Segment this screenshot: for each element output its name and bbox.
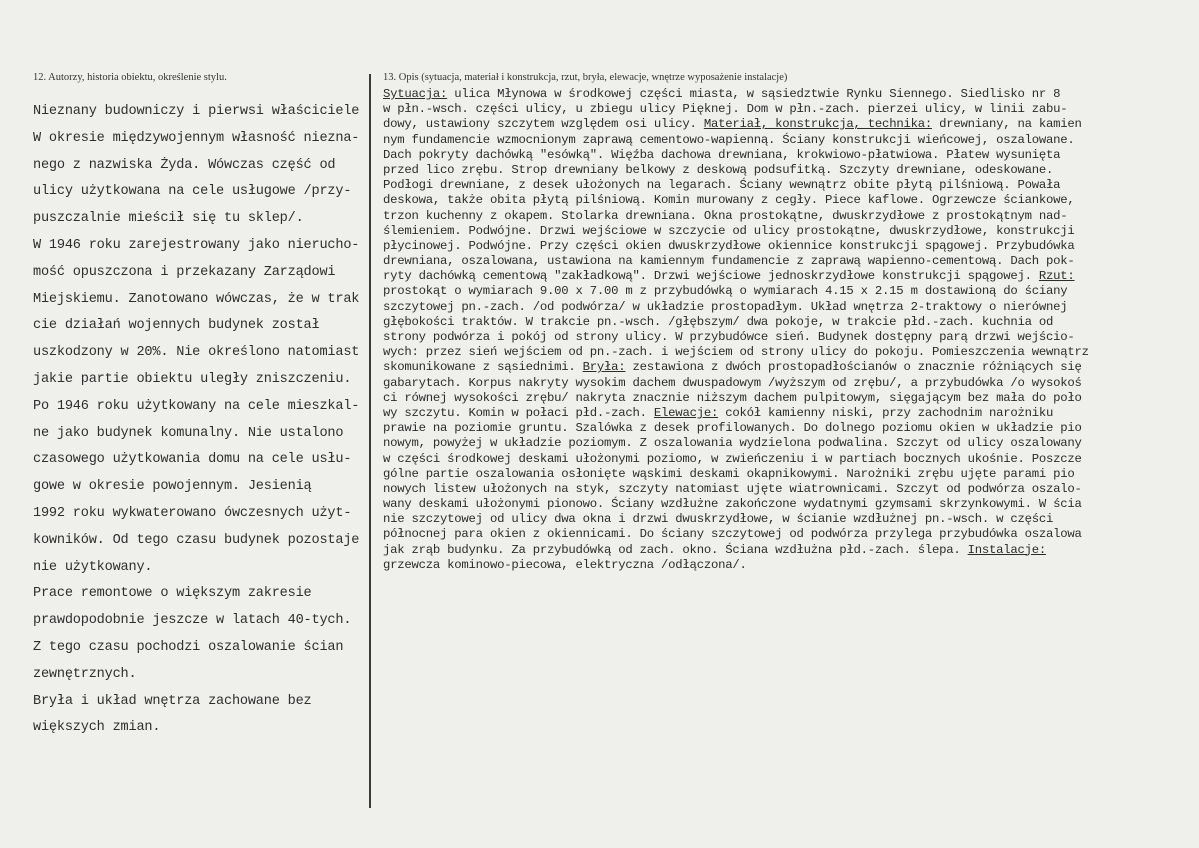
description-text-line (383, 254, 1199, 269)
description-text-line (383, 376, 1199, 391)
section-12 (33, 72, 378, 742)
history-text-line: W 1946 roku zarejestrowany jako nierucho- (33, 237, 360, 253)
text-segment: grzewcza kominowo-piecowa, elektryczna /odłączona/. (383, 557, 747, 572)
history-text-line: ulicy użytkowana na cele usługowe /przy- (33, 184, 352, 200)
section-13-body (383, 87, 1199, 573)
text-segment: skomunikowane z sąsiednimi. (383, 360, 583, 375)
history-text-line: mość opuszczona i przekazany Zarządowi (33, 264, 336, 280)
text-segment: trzon kuchenny z okapem. Stolarka drewniana. Okna prostokątne, dwuskrzydłowe z prostokątnym nad- (383, 208, 1068, 223)
description-text-line (383, 209, 1199, 224)
description-text-line (383, 558, 1199, 573)
text-segment: w części środkowej deskami ułożonymi poziomo, w zwieńczeniu i w partiach bocznych ukośnie. Poszcze (383, 451, 1082, 466)
history-text-line: nie użytkowany. (33, 559, 153, 575)
description-text-line (383, 512, 1199, 527)
text-segment: wany deskami ułożonymi pionowo. Ściany wzdłużne zakończone wydatnymi gzymsami skrzynkowymi. W ścia (383, 497, 1082, 512)
description-text-line (383, 163, 1199, 178)
section-heading: Rzut: (1038, 269, 1075, 284)
description-text-line (383, 178, 1199, 193)
section-heading: Sytuacja: (383, 87, 448, 101)
history-text-line: Po 1946 roku użytkowany na cele mieszkal- (33, 398, 360, 414)
section-12-body (33, 99, 378, 742)
history-text-line: zewnętrznych. (33, 666, 137, 682)
description-text-line (383, 117, 1199, 132)
text-segment: prawie na poziomie gruntu. Szalówka z desek profilowanych. Do dolnego poziomu okien w układzie pio (383, 421, 1082, 436)
history-text-line: Miejskiemu. Zanotowano wówczas, że w trak (33, 291, 360, 307)
text-segment: wych: przez sień wejściem od pn.-zach. i wejściem od strony ulicy do pokoju. Pomieszczenia wewnątrz (383, 345, 1089, 360)
history-text-line: czasowego użytkowania domu na cele usłu- (33, 452, 352, 468)
history-text-line: Z tego czasu pochodzi oszalowanie ścian (33, 639, 344, 655)
history-text-line: uszkodzony w 20%. Nie określono natomiast (33, 345, 360, 361)
history-text-line: 1992 roku wykwaterowano ówczesnych użyt- (33, 505, 352, 521)
section-heading: Elewacje: (653, 405, 719, 420)
section-heading: Bryła: (582, 360, 626, 375)
description-text-line (383, 527, 1199, 542)
text-segment: dowy, ustawiony szczytem względem osi ulicy. (383, 117, 704, 132)
description-text-line (383, 482, 1199, 497)
text-segment: ślemieniem. Podwójne. Drzwi wejściowe w szczycie od ulicy prostokątne, dwuskrzydłowe, konstrukcji (383, 223, 1075, 238)
description-text-line (383, 239, 1199, 254)
description-text-line (383, 497, 1199, 512)
text-segment: drewniana, oszalowana, ustawiona na kamiennym fundamencie z zaprawą wapienno-cementową. Dach pok- (383, 254, 1075, 269)
history-text-line: większych zmian. (33, 720, 161, 736)
description-text-line (383, 315, 1199, 330)
description-text-line (383, 543, 1199, 558)
section-13-header: 13. Opis (sytuacja, materiał i konstrukcja, rzut, bryła, elewacje, wnętrze wyposażenie instalacje) (383, 72, 788, 83)
text-segment: Podłogi drewniane, z desek ułożonych na legarach. Ściany wewnątrz obite płytą pilśniową. Powała (383, 178, 1061, 193)
description-text-line (383, 300, 1199, 315)
text-segment: deskowa, także obita płytą pilśniową. Komin murowany z cegły. Piece kaflowe. Ogrzewcze ściankowe, (383, 193, 1075, 208)
text-segment: gabarytach. Korpus nakryty wysokim dachem dwuspadowym /wyższym od zrębu/, a przybudówka /o wysokoś (383, 375, 1082, 390)
description-text-line (383, 421, 1199, 436)
text-segment: Dach pokryty dachówką "esówką". Więźba dachowa drewniana, krokwiowo-płatwiowa. Płatew wysunięta (383, 147, 1061, 162)
text-segment: północnej para okien z okiennicami. Do ściany szczytowej od podwórza przylega przybudówka oszalowa (383, 527, 1082, 542)
text-segment: nowym, powyżej w układzie poziomym. Z oszalowania wydzielona podwalina. Szczyt od ulicy oszalowany (383, 436, 1082, 451)
history-text-line: cie działań wojennych budynek został (33, 318, 320, 334)
description-text-line (383, 360, 1199, 375)
description-text-line (383, 391, 1199, 406)
text-segment: zestawiona z dwóch prostopadłościanów o znacznie różniących się (625, 360, 1082, 375)
description-text-line (383, 87, 1199, 102)
text-segment: nie szczytowej od ulicy dwa okna i drzwi dwuskrzydłowe, w ścianie wzdłużnej pn.-wsch. w części (383, 512, 1054, 527)
description-text-line (383, 133, 1199, 148)
history-text-line: Prace remontowe o większym zakresie (33, 586, 312, 602)
text-segment: ulica Młynowa w środkowej części miasta, w sąsiedztwie Rynku Siennego. Siedlisko nr 8 (447, 87, 1061, 101)
text-segment: głębokości traktów. W trakcie pn.-wsch. /głębszym/ dwa pokoje, w trakcie płd.-zach. kuchnia od (383, 314, 1054, 329)
description-text-line (383, 193, 1199, 208)
text-segment: ryty dachówką cementową "zakładkową". Drzwi wejściowe jednoskrzydłowe konstrukcji spągowej. (383, 269, 1039, 284)
history-text-line: Nieznany budowniczy i pierwsi właściciele (33, 104, 360, 119)
text-segment: nym fundamencie wzmocnionym zaprawą cementowo-wapienną. Ściany konstrukcji wieńcowej, oszalowane. (383, 132, 1075, 147)
description-text-line (383, 224, 1199, 239)
text-segment: ci równej wysokości zrębu/ nakryta znacznie niższym dachem pulpitowym, sięgającym bez mała do poło (383, 390, 1082, 405)
text-segment: jak zrąb budynku. Za przybudówką od zach. okno. Ściana wzdłużna płd.-zach. ślepa. (383, 542, 968, 557)
description-text-line (383, 406, 1199, 421)
text-segment: nowych listew ułożonych na styk, szczyty natomiast ujęte wiatrownicami. Szczyt od podwórza oszalo- (383, 481, 1082, 496)
history-text-line: Bryła i układ wnętrza zachowane bez (33, 693, 312, 709)
text-segment: gólne partie oszalowania osłonięte wąskimi deskami okapnikowymi. Narożniki zrębu ujęte parami pio (383, 466, 1075, 481)
section-heading: Materiał, konstrukcja, technika: (703, 117, 932, 132)
text-segment: w płn.-wsch. części ulicy, u zbiegu ulicy Pięknej. Dom w płn.-zach. pierzei ulicy, w linii zabu- (383, 102, 1068, 117)
description-text-line (383, 467, 1199, 482)
description-text-line (383, 436, 1199, 451)
text-segment: przed lico zrębu. Strop drewniany belkowy z deskową podsufitką. Szczyty drewniane, odeskowane. (383, 162, 1054, 177)
text-segment: wy szczytu. Komin w połaci płd.-zach. (383, 405, 654, 420)
history-text-line: W okresie międzywojennym własność niezna- (33, 130, 360, 146)
history-text-line: jakie partie obiektu uległy zniszczeniu. (33, 371, 352, 387)
description-text-line (383, 345, 1199, 360)
description-text-line (383, 284, 1199, 299)
text-segment: drewniany, na kamien (931, 117, 1082, 132)
text-segment: prostokąt o wymiarach 9.00 x 7.00 m z przybudówką o wymiarach 4.15 x 2.15 m dostawioną do ściany (383, 284, 1068, 299)
text-segment: cokół kamienny niski, przy zachodnim narożniku (718, 405, 1054, 420)
history-text-line: kowników. Od tego czasu budynek pozostaje (33, 532, 360, 548)
description-text-line (383, 452, 1199, 467)
section-heading: Instalacje: (967, 542, 1047, 557)
description-text-line (383, 148, 1199, 163)
section-12-header: 12. Autorzy, historia obiektu, określenie stylu. (33, 72, 227, 83)
history-text-line: gowe w okresie powojennym. Jesienią (33, 479, 312, 495)
text-segment: strony podwórza i pokój od strony ulicy. W przybudówce sień. Budynek dostępny parą drzwi wejścio- (383, 330, 1075, 344)
description-text-line (383, 102, 1199, 117)
description-text-line (383, 330, 1199, 345)
history-text-line: prawdopodobnie jeszcze w latach 40-tych. (33, 613, 352, 629)
history-text-line: nego z nazwiska Żyda. Wówczas część od (33, 157, 336, 173)
text-segment: płycinowej. Podwójne. Przy części okien dwuskrzydłowe okiennice konstrukcji spągowej. Przybudówka (383, 238, 1075, 253)
text-segment: szczytowej pn.-zach. /od podwórza/ w układzie prostopadłym. Układ wnętrza 2-traktowy o nierównej (383, 299, 1068, 314)
history-text-line: puszczalnie mieścił się tu sklep/. (33, 211, 304, 227)
description-text-line (383, 269, 1199, 284)
section-13 (383, 72, 1199, 573)
history-text-line: ne jako budynek komunalny. Nie ustalono (33, 425, 344, 441)
